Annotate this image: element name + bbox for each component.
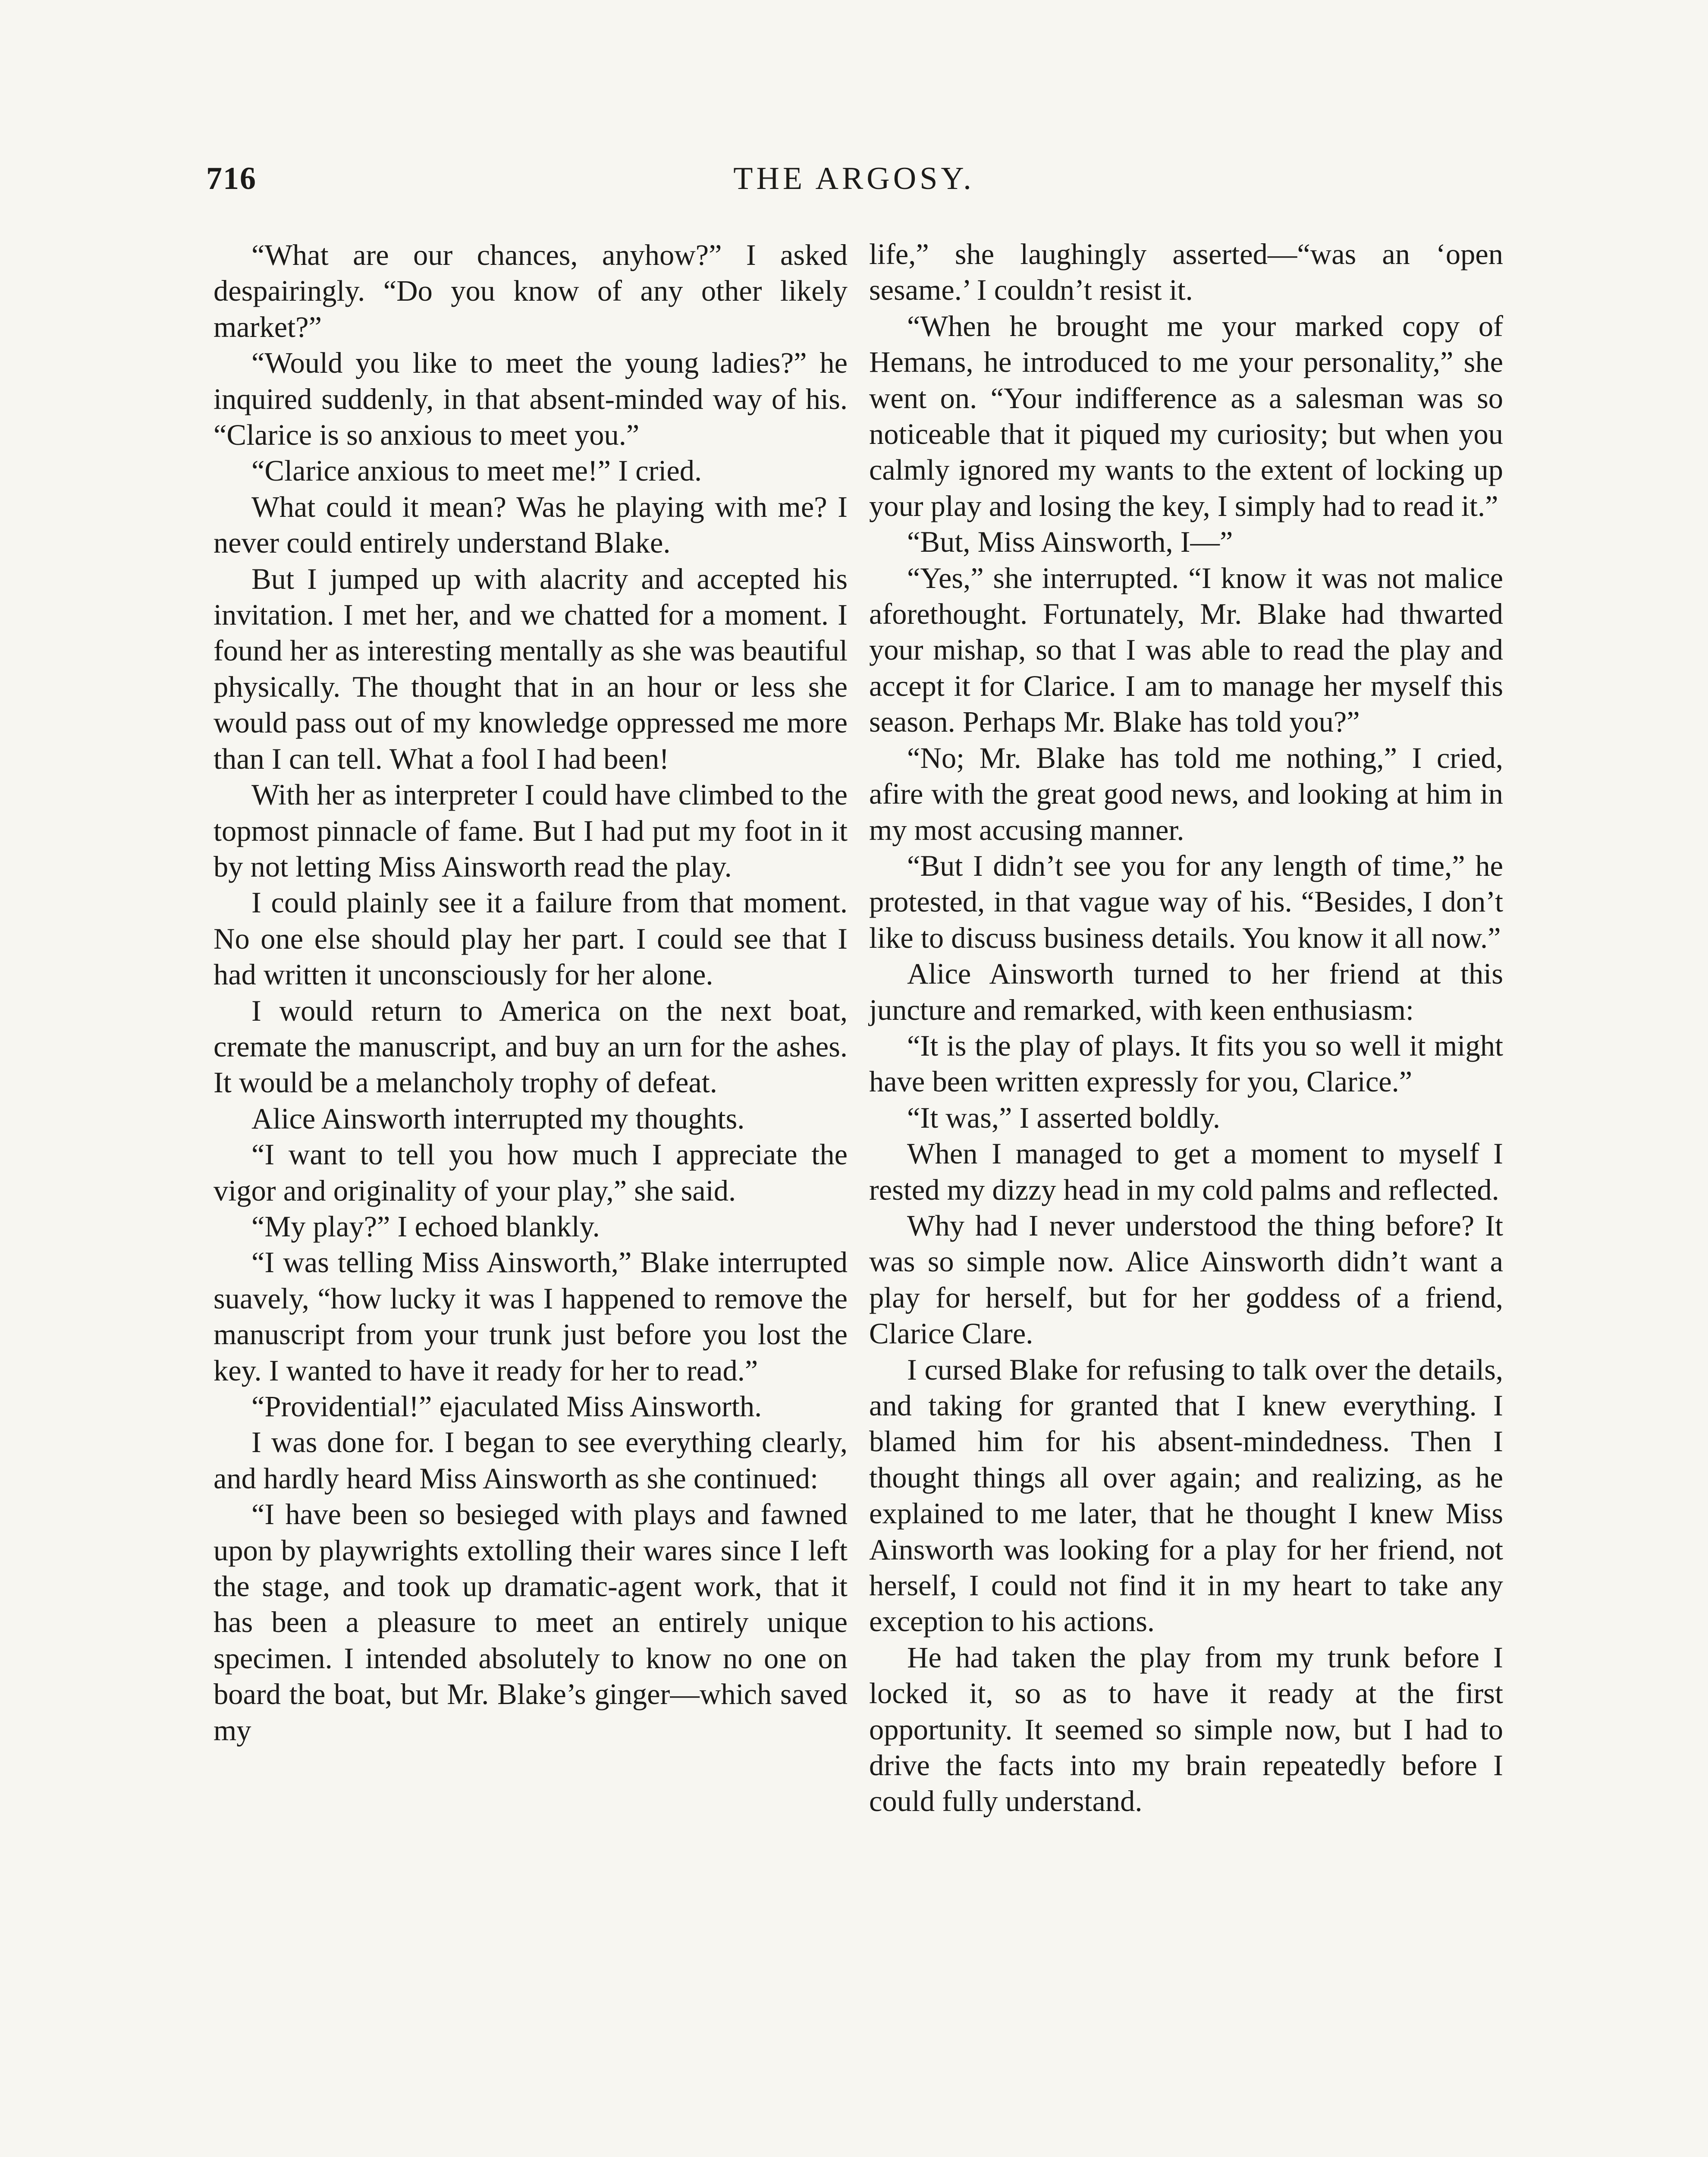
paragraph: With her as interpreter I could have climbed to the topmost pinnacle of fame. But I had put my foot in it by not letting Miss Ainsworth read the play. — [214, 778, 848, 883]
paragraph: “Clarice anxious to meet me!” I cried. — [251, 454, 702, 487]
paragraph: “I was telling Miss Ainsworth,” Blake interrupted suavely, “how lucky it was I happened to remove the manuscript from your trunk just before you lost the key. I wanted to have it ready for her to read.” — [214, 1246, 848, 1387]
paragraph: What could it mean? Was he playing with me? I never could entirely understand Blake. — [214, 490, 848, 560]
paragraph: I was done for. I began to see everything clearly, and hardly heard Miss Ainsworth as she continued: — [214, 1426, 848, 1495]
paragraph: “But, Miss Ainsworth, I—” — [907, 525, 1233, 559]
paragraph: “But I didn’t see you for any length of time,” he protested, in that vague way of his. “Besides, I don’t like to discuss business details. You know it all now.” — [869, 849, 1503, 954]
paragraph: I cursed Blake for refusing to talk over the details, and taking for granted that I knew everything. I blamed him for his absent-mindedness. Then I thought things all over again; and realizing, as he explained to me later, that he thought I knew Miss Ainsworth was looking for a play for her friend, not herself, I could not find it in my heart to take any exception to his actions. — [869, 1353, 1503, 1638]
paragraph: “My play?” I echoed blankly. — [251, 1210, 600, 1243]
running-title: THE ARGOSY. — [733, 161, 975, 196]
paragraph: Alice Ainsworth turned to her friend at this juncture and remarked, with keen enthusiasm: — [869, 957, 1503, 1026]
paragraph: When I managed to get a moment to myself I rested my dizzy head in my cold palms and reflected. — [869, 1137, 1503, 1206]
paragraph: “Providential!” ejaculated Miss Ainsworth. — [251, 1390, 762, 1423]
paragraph: “I have been so besieged with plays and fawned upon by playwrights extolling their wares since I left the stage, and took up dramatic-agent work, that it has been a pleasure to meet an entirely unique specimen. I intended absolutely to know no one on board the boat, but Mr. Blake’s ginger—which saved my — [214, 1498, 848, 1747]
paragraph: He had taken the play from my trunk before I locked it, so as to have it ready at the first opportunity. It seemed so simple now, but I had to drive the facts into my brain repeatedly before I could fully understand. — [869, 1641, 1503, 1818]
paragraph: “Yes,” she interrupted. “I know it was not malice aforethought. Fortunately, Mr. Blake had thwarted your mishap, so that I was able to read the play and accept it for Clarice. I am to manage her myself this season. Perhaps Mr. Blake has told you?” — [869, 561, 1503, 739]
continued-paragraph: life,” she laughingly asserted—“was an ‘open sesame.’ I couldn’t resist it. — [869, 238, 1503, 307]
paragraph: I would return to America on the next boat, cremate the manuscript, and buy an urn for the ashes. It would be a melancholy trophy of defeat. — [214, 994, 848, 1099]
paragraph: I could plainly see it a failure from that moment. No one else should play her part. I could see that I had written it unconsciously for her alone. — [214, 886, 848, 991]
page-number: 716 — [206, 161, 257, 196]
paragraph: “It was,” I asserted boldly. — [907, 1101, 1220, 1134]
paragraph: “Would you like to meet the young ladies?” he inquired suddenly, in that absent-minded way of his. “Clarice is so anxious to meet you.” — [214, 346, 848, 452]
paragraph: “It is the play of plays. It fits you so well it might have been written expressly for you, Clarice.” — [869, 1029, 1503, 1098]
paragraph: “No; Mr. Blake has told me nothing,” I cried, afire with the great good news, and looking at him in my most accusing manner. — [869, 741, 1503, 846]
paragraph: But I jumped up with alacrity and accepted his invitation. I met her, and we chatted for a moment. I found her as interesting mentally as she was beautiful physically. The thought that in an hour or less she would pass out of my knowledge oppressed me more than I can tell. What a fool I had been! — [214, 562, 848, 775]
paragraph: “What are our chances, anyhow?” I asked despairingly. “Do you know of any other likely market?” — [214, 239, 848, 343]
paragraph: Why had I never understood the thing before? It was so simple now. Alice Ainsworth didn’t want a play for herself, but for her goddess of a friend, Clarice Clare. — [869, 1209, 1503, 1350]
right-column — [869, 236, 1503, 1820]
paragraph: “When he brought me your marked copy of Hemans, he introduced to me your personality,” she went on. “Your indifference as a salesman was so noticeable that it piqued my curiosity; but when you calmly ignored my wants to the extent of locking up your play and losing the key, I simply had to read it.” — [869, 309, 1503, 522]
paragraph: Alice Ainsworth interrupted my thoughts. — [251, 1102, 745, 1135]
paragraph: “I want to tell you how much I appreciate the vigor and originality of your play,” she said. — [214, 1138, 848, 1207]
left-column — [214, 237, 848, 1748]
